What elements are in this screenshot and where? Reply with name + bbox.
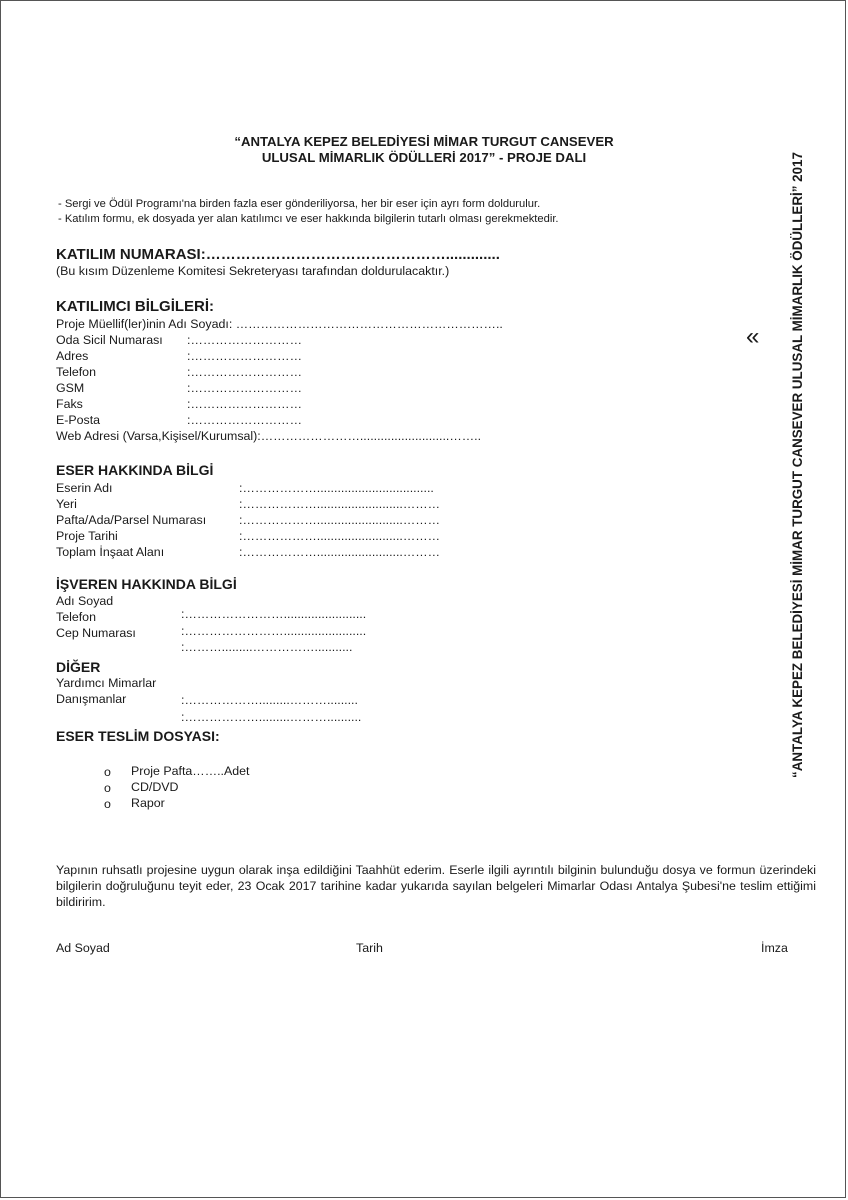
other-heading: DİĞER: [56, 659, 101, 675]
field-label-project-date: Proje Tarihi: [56, 529, 118, 543]
signature-date-label: Tarih: [356, 941, 383, 955]
chamber-no-field[interactable]: :………………………: [187, 333, 302, 347]
delivery-item-report: Rapor: [131, 796, 165, 810]
field-label-parcel: Pafta/Ada/Parsel Numarası: [56, 513, 207, 527]
field-label-employer-phone: Telefon: [56, 610, 96, 624]
participation-number-heading: KATILIM NUMARASI:………………………………………….............: [56, 246, 500, 263]
work-name-field[interactable]: :………………..................................: [239, 481, 434, 495]
bullet: o: [104, 797, 111, 811]
bullet: o: [104, 781, 111, 795]
gsm-field[interactable]: :………………………: [187, 381, 302, 395]
field-label-consultants: Danışmanlar: [56, 692, 127, 706]
other-field-2[interactable]: :……………….........………..........: [181, 710, 362, 724]
field-label-construction-area: Toplam İnşaat Alanı: [56, 545, 165, 559]
field-label-gsm: GSM: [56, 381, 85, 395]
field-label-email: E-Posta: [56, 413, 101, 427]
owner-name-field[interactable]: Proje Müellif(ler)inin Adı Soyadı: ………………………………………………………..: [56, 317, 503, 331]
location-field[interactable]: :……………….........................………: [239, 497, 441, 511]
bullet: o: [104, 765, 111, 779]
email-field[interactable]: :………………………: [187, 413, 302, 427]
form-title-line-1: “ANTALYA KEPEZ BELEDİYESİ MİMAR TURGUT CANSEVER: [234, 134, 614, 149]
field-label-phone: Telefon: [56, 365, 96, 379]
field-label-work-name: Eserin Adı: [56, 481, 113, 495]
project-date-field[interactable]: :……………….........................………: [239, 529, 441, 543]
signature-name-label: Ad Soyad: [56, 941, 110, 955]
employer-field-1[interactable]: :……………………........................: [181, 607, 367, 621]
phone-field[interactable]: :………………………: [187, 365, 302, 379]
construction-area-field[interactable]: :……………….........................………: [239, 545, 441, 559]
other-field-1[interactable]: :……………….........……….........: [181, 693, 358, 707]
address-field[interactable]: :………………………: [187, 349, 302, 363]
delivery-file-heading: ESER TESLİM DOSYASI:: [56, 728, 220, 744]
employer-info-heading: İŞVEREN HAKKINDA BİLGİ: [56, 576, 237, 592]
employer-field-2[interactable]: :……………………........................: [181, 624, 367, 638]
signature-sign-label: İmza: [761, 941, 788, 955]
delivery-item-cd: CD/DVD: [131, 780, 179, 794]
parcel-field[interactable]: :……………….........................………: [239, 513, 441, 527]
employer-field-3[interactable]: :……….........……………...........: [181, 640, 353, 654]
guillemet-mark: «: [746, 323, 760, 350]
participant-heading: KATILIMCI BİLGİLERİ:: [56, 298, 215, 315]
field-label-employer-mobile: Cep Numarası: [56, 626, 136, 640]
field-label-address: Adres: [56, 349, 89, 363]
note-2: - Katılım formu, ek dosyada yer alan katılımcı ve eser hakkında bilgilerin tutarlı olması gerekmektedir.: [58, 213, 559, 225]
vertical-side-title: “ANTALYA KEPEZ BELEDİYESİ MİMAR TURGUT CANSEVER ULUSAL MİMARLIK ÖDÜLLERİ” 2017: [790, 152, 805, 778]
delivery-item-sheets: Proje Pafta……..Adet: [131, 764, 250, 778]
web-address-field[interactable]: Web Adresi (Varsa,Kişisel/Kurumsal):……………………..........................……..: [56, 429, 482, 443]
form-title-line-2: ULUSAL MİMARLIK ÖDÜLLERİ 2017” - PROJE DALI: [261, 150, 587, 165]
declaration-text: Yapının ruhsatlı projesine uygun olarak inşa edildiğini Taahhüt ederim. Eserle ilgili ayrıntılı bilginin bulunduğu dosya ve formun üzerindeki bilgilerin doğruluğunu teyit eder, 23 Ocak 2017 tarihine kadar yukarıda sayılan belgeleri Mimarlar Odası Antalya Şubesi'ne teslim ettiğimi bildiririm.: [56, 863, 816, 909]
field-label-employer-name: Adı Soyad: [56, 594, 114, 608]
work-info-heading: ESER HAKKINDA BİLGİ: [56, 462, 214, 478]
field-label-location: Yeri: [56, 497, 77, 511]
fax-field[interactable]: :………………………: [187, 397, 302, 411]
field-label-chamber-no: Oda Sicil Numarası: [56, 333, 163, 347]
participation-number-note: (Bu kısım Düzenleme Komitesi Sekreteryası tarafından doldurulacaktır.): [56, 264, 450, 278]
field-label-assistant-architects: Yardımcı Mimarlar: [56, 676, 157, 690]
note-1: - Sergi ve Ödül Programı'na birden fazla eser gönderiliyorsa, her bir eser için ayrı form doldurulur.: [58, 198, 541, 210]
field-label-fax: Faks: [56, 397, 83, 411]
declaration-paragraph: [56, 862, 816, 910]
